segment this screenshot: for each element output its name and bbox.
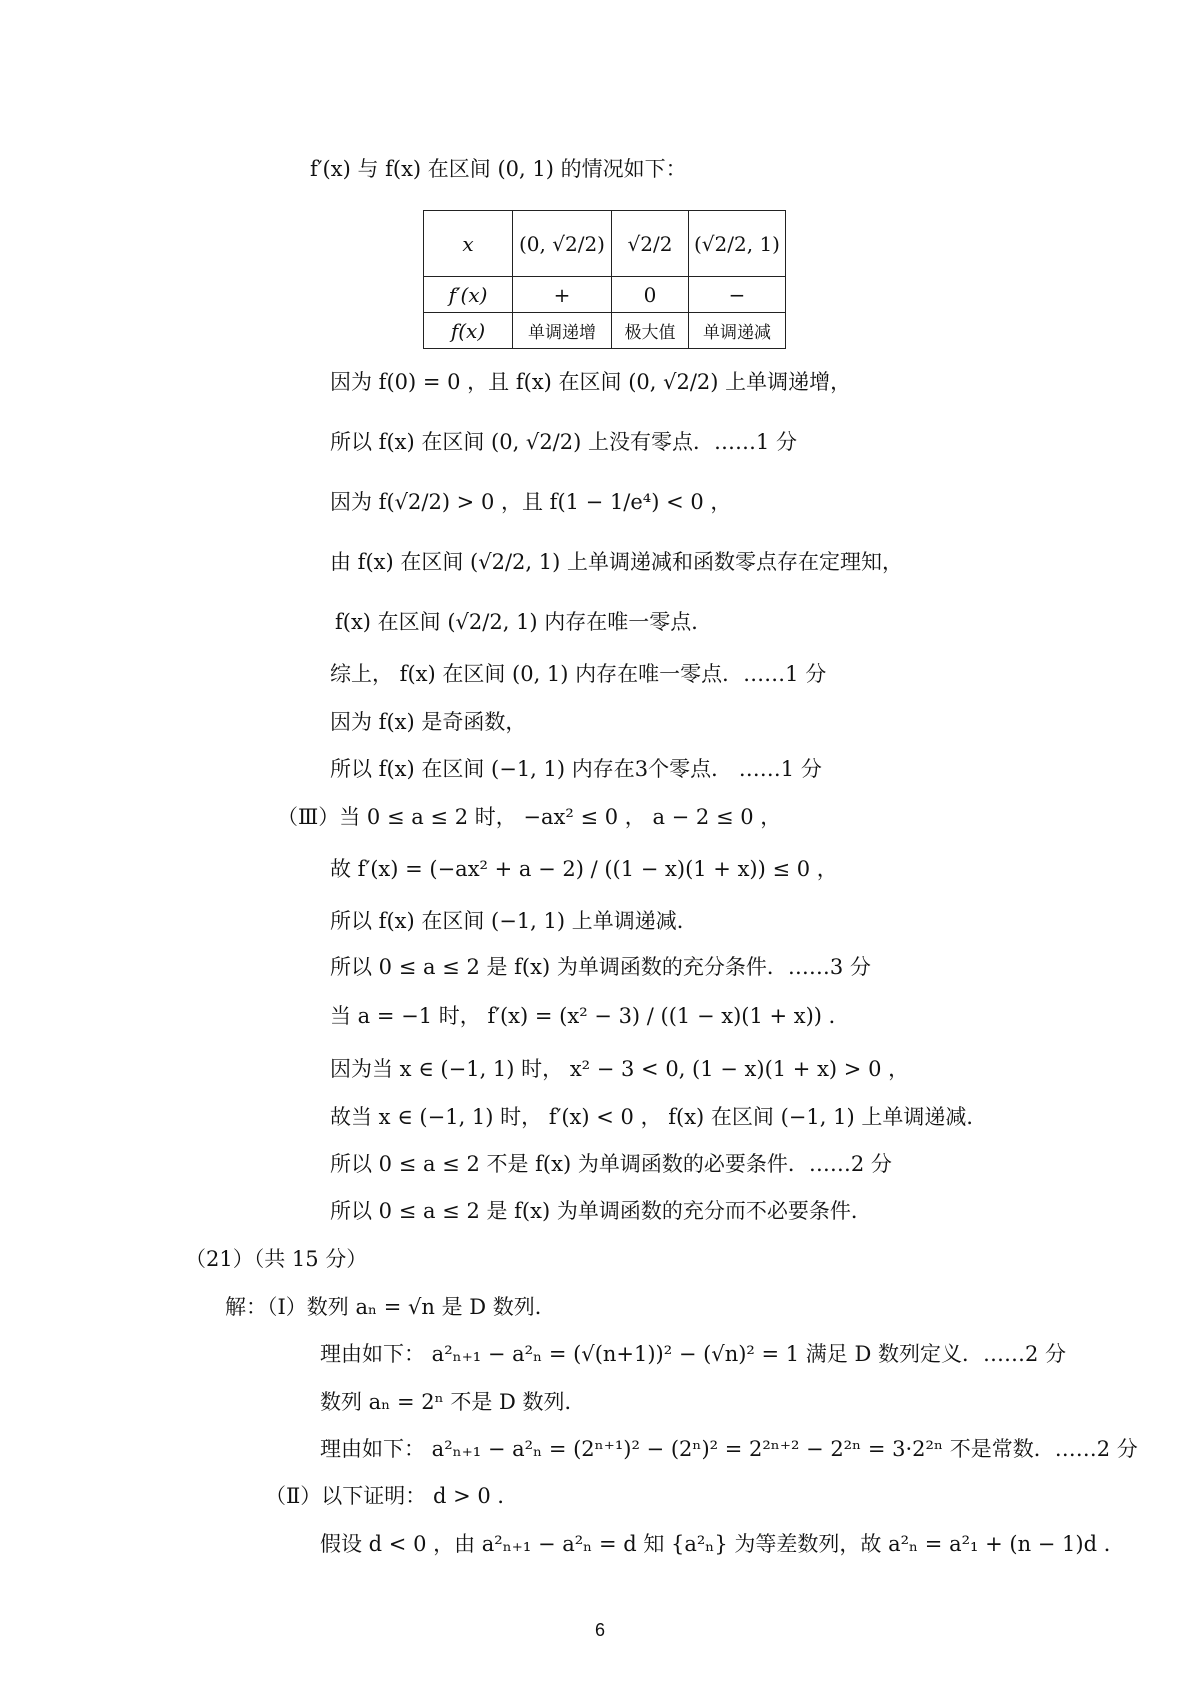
text-line: 故当 x ∈ (−1, 1) 时， f′(x) < 0 ， f(x) 在区间 (−1, 1) 上单调递减． xyxy=(330,1105,988,1129)
text-line: f′(x) 与 f(x) 在区间 (0, 1) 的情况如下： xyxy=(310,157,687,181)
table-header-cell: x xyxy=(424,211,513,277)
text-line: 假设 d < 0 ，由 a²ₙ₊₁ − a²ₙ = d 知 {a²ₙ} 为等差数列，故 a²ₙ = a²₁ + (n − 1)d ． xyxy=(320,1532,1125,1556)
text-line: 所以 0 ≤ a ≤ 2 不是 f(x) 为单调函数的必要条件．……2 分 xyxy=(330,1152,892,1176)
text-line: 所以 f(x) 在区间 (0, √2/2) 上没有零点．……1 分 xyxy=(330,430,798,454)
table-header-cell: (0, √2/2) xyxy=(513,211,612,277)
text-line: 理由如下： a²ₙ₊₁ − a²ₙ = (√(n+1))² − (√n)² = 1 满足 D 数列定义．……2 分 xyxy=(320,1342,1067,1366)
text-line: 由 f(x) 在区间 (√2/2, 1) 上单调递减和函数零点存在定理知， xyxy=(330,550,903,574)
text-line: 当 a = −1 时， f′(x) = (x² − 3) / ((1 − x)(1 + x)) ． xyxy=(330,1004,850,1028)
table-cell: f′(x) xyxy=(424,277,513,313)
text-line: 综上， f(x) 在区间 (0, 1) 内存在唯一零点．……1 分 xyxy=(330,662,827,686)
table-row xyxy=(424,313,786,349)
table-header-cell: √2/2 xyxy=(612,211,689,277)
table-cell: 单调递减 xyxy=(689,313,786,349)
text-line: f(x) 在区间 (√2/2, 1) 内存在唯一零点． xyxy=(335,610,713,634)
table-header-row xyxy=(424,211,786,277)
text-line: （Ⅲ）当 0 ≤ a ≤ 2 时， −ax² ≤ 0 ， a − 2 ≤ 0 ， xyxy=(277,805,782,829)
text-line: 因为 f(√2/2) > 0 ，且 f(1 − 1/e⁴) < 0 ， xyxy=(330,490,732,514)
text-line: 故 f′(x) = (−ax² + a − 2) / ((1 − x)(1 + x)) ≤ 0 ， xyxy=(330,857,838,881)
table-cell: + xyxy=(513,277,612,313)
sign-table xyxy=(423,210,786,349)
table-cell: 单调递增 xyxy=(513,313,612,349)
text-line: 解：（Ⅰ）数列 aₙ = √n 是 D 数列． xyxy=(225,1295,556,1319)
text-line: 理由如下： a²ₙ₊₁ − a²ₙ = (2ⁿ⁺¹)² − (2ⁿ)² = 2²ⁿ⁺² − 2²ⁿ = 3·2²ⁿ 不是常数．……2 分 xyxy=(320,1437,1138,1461)
table-cell: − xyxy=(689,277,786,313)
text-line: 所以 0 ≤ a ≤ 2 是 f(x) 为单调函数的充分而不必要条件． xyxy=(330,1199,872,1223)
text-line: 因为 f(x) 是奇函数， xyxy=(330,710,527,734)
text-line: （Ⅱ）以下证明： d > 0 ． xyxy=(265,1484,519,1508)
text-line: （21）（共 15 分） xyxy=(185,1247,368,1271)
page-number: 6 xyxy=(594,1620,605,1640)
text-line: 所以 f(x) 在区间 (−1, 1) 内存在3个零点． ……1 分 xyxy=(330,757,822,781)
text-line: 所以 0 ≤ a ≤ 2 是 f(x) 为单调函数的充分条件．……3 分 xyxy=(330,955,871,979)
table-cell: 0 xyxy=(612,277,689,313)
text-line: 所以 f(x) 在区间 (−1, 1) 上单调递减． xyxy=(330,909,698,933)
text-line: 数列 aₙ = 2ⁿ 不是 D 数列． xyxy=(320,1390,586,1414)
table-header-cell: (√2/2, 1) xyxy=(689,211,786,277)
text-line: 因为 f(0) = 0 ，且 f(x) 在区间 (0, √2/2) 上单调递增， xyxy=(330,370,852,394)
table-row xyxy=(424,277,786,313)
table-cell: 极大值 xyxy=(612,313,689,349)
table-cell: f(x) xyxy=(424,313,513,349)
text-line: 因为当 x ∈ (−1, 1) 时， x² − 3 < 0, (1 − x)(1 + x) > 0 ， xyxy=(330,1057,910,1081)
